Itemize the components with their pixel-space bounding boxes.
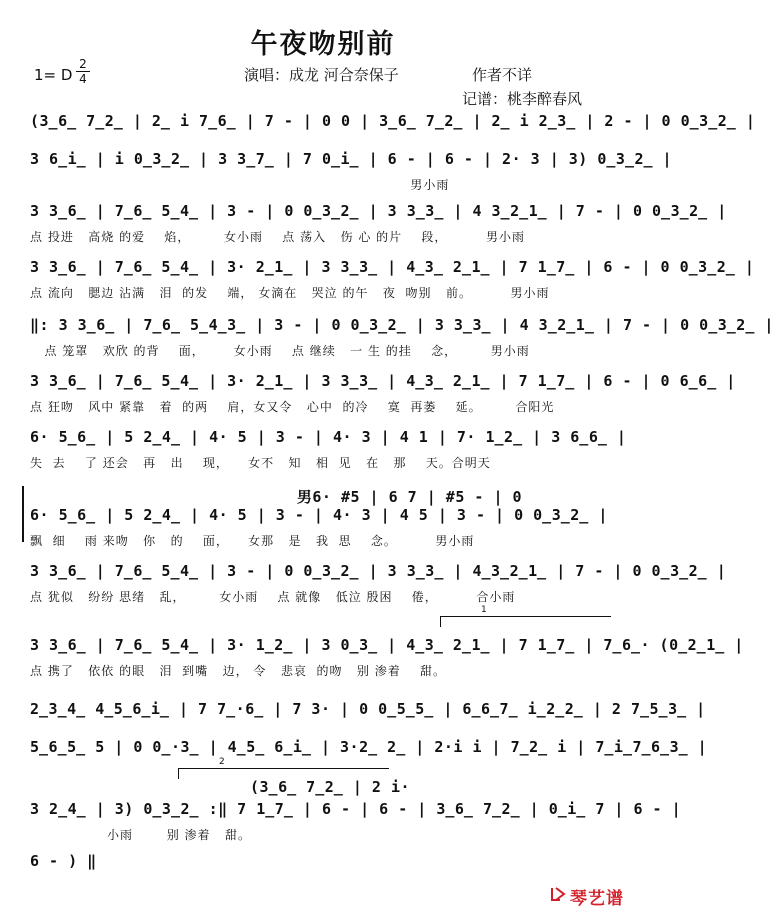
time-signature <box>76 58 90 85</box>
notes-line: 3 3̲6̲ | 7̲6̲ 5̲4̲ | 3· 2̲1̲ | 3 3̲3̲ | 4̲3̲ 2̲1̲ | 7 1̲7̲ | 6 - | 0 6̲6̲ | <box>30 372 736 390</box>
notes-line: 3 2̲4̲ | 3) 0̲3̲2̲ :‖ 7 1̲7̲ | 6 - | 6 - | 3̲6̲ 7̲2̲ | 0̲i̲ 7 | 6 - | <box>30 800 682 818</box>
notes-line: 3 3̲6̲ | 7̲6̲ 5̲4̲ | 3· 2̲1̲ | 3 3̲3̲ | 4̲3̲ 2̲1̲ | 7 1̲7̲ | 6 - | 0 0̲3̲2̲ | <box>30 258 755 276</box>
notes-line: 6· 5̲6̲ | 5 2̲4̲ | 4· 5 | 3 - | 4· 3 | 4 1 | 7· 1̲2̲ | 3 6̲6̲ | <box>30 428 627 446</box>
key-signature: 1= D <box>34 66 73 84</box>
meter-bottom: 4 <box>79 72 87 86</box>
recorder-credit: 记谱：桃李醉春风 <box>462 90 583 108</box>
meter-top: 2 <box>79 57 87 71</box>
notes-line: 6 - ) ‖ <box>30 852 97 870</box>
notes-line: 6· 5̲6̲ | 5 2̲4̲ | 4· 5 | 3 - | 4· 3 | 4 5 | 3 - | 0 0̲3̲2̲ | <box>30 506 608 524</box>
volta-bracket-1 <box>440 605 611 627</box>
qiyipu-logo-icon <box>550 886 566 902</box>
volta-label-1: 1 <box>481 605 487 615</box>
notes-line: (3̲6̲ 7̲2̲ | 2̲ i 7̲6̲ | 7 - | 0 0 | 3̲6̲ 7̲2̲ | 2̲ i 2̲3̲ | 2 - | 0 0̲3̲2̲ | <box>30 112 756 130</box>
notes-line: 2̲3̲4̲ 4̲5̲6̲i̲ | 7 7̲·6̲ | 7 3· | 0 0̲5̲5̲ | 6̲6̲7̲ i̲2̲2̲ | 2 7̲5̲3̲ | <box>30 700 706 718</box>
notes-line: 3 3̲6̲ | 7̲6̲ 5̲4̲ | 3· 1̲2̲ | 3 0̲3̲ | 4̲3̲ 2̲1̲ | 7 1̲7̲ | 7̲6̲· (0̲2̲1̲ | <box>30 636 744 654</box>
system-bracket <box>22 486 28 542</box>
song-title: 午夜吻别前 <box>250 29 396 60</box>
lyrics-line: 男小雨 <box>30 178 450 192</box>
lyrics-line: 小雨 别 渗着 甜。 <box>30 828 251 842</box>
lyrics-line: 点 流向 腮边 沾满 泪 的发 端， 女滴在 哭泣 的午 夜 吻别 前。 男小雨 <box>30 286 550 300</box>
lyrics-line: 飘 细 雨 来吻 你 的 面， 女那 是 我 思 念。 男小雨 <box>30 534 475 548</box>
volta-notes-line: (3̲6̲ 7̲2̲ | 2 i· <box>250 778 411 796</box>
lyrics-line: 失 去 了 还会 再 出 现， 女不 知 相 见 在 那 天。合明天 <box>30 456 491 470</box>
notes-line: 3 3̲6̲ | 7̲6̲ 5̲4̲ | 3 - | 0 0̲3̲2̲ | 3 3̲3̲ | 4 3̲2̲1̲ | 7 - | 0 0̲3̲2̲ | <box>30 202 727 220</box>
lyrics-line: 点 狂吻 风中 紧靠 着 的两 肩，女又令 心中 的冷 寞 再萎 延。 合阳光 <box>30 400 555 414</box>
volta-label-2: 2 <box>219 757 225 767</box>
notes-line: 5̲6̲5̲ 5 | 0 0̲·3̲ | 4̲5̲ 6̲i̲ | 3·2̲ 2̲ | 2·i i | 7̲2̲ i | 7̲i̲7̲6̲3̲ | <box>30 738 708 756</box>
lyrics-line: 点 笼罩 欢欣 的背 面， 女小雨 点 继续 一 生 的挂 念， 男小雨 <box>30 344 530 358</box>
lyrics-line: 点 携了 依依 的眼 泪 到嘴 边， 令 悲哀 的吻 别 渗着 甜。 <box>30 664 446 678</box>
watermark-logo <box>550 884 640 909</box>
composer-credit: 作者不详 <box>472 66 533 84</box>
notes-line: ‖: 3 3̲6̲ | 7̲6̲ 5̲4̲3̲ | 3 - | 0 0̲3̲2̲ | 3 3̲3̲ | 4 3̲2̲1̲ | 7 - | 0 0̲3̲2̲ | <box>30 316 774 334</box>
watermark-text: 琴艺谱 <box>570 889 624 909</box>
notes-line: 男6· #5 | 6 7 | #5 - | 0 <box>30 488 523 506</box>
notes-line: 3 6̲i̲ | i 0̲3̲2̲ | 3 3̲7̲ | 7 0̲i̲ | 6 - | 6 - | 2· 3 | 3) 0̲3̲2̲ | <box>30 150 673 168</box>
lyrics-line: 点 投进 高烧 的爱 焰， 女小雨 点 荡入 伤 心 的片 段， 男小雨 <box>30 230 525 244</box>
singer-credit: 演唱：成龙 河合奈保子 <box>244 66 399 84</box>
notes-line: 3 3̲6̲ | 7̲6̲ 5̲4̲ | 3 - | 0 0̲3̲2̲ | 3 3̲3̲ | 4̲3̲2̲1̲ | 7 - | 0 0̲3̲2̲ | <box>30 562 727 580</box>
lyrics-line: 点 犹似 纷纷 思绪 乱， 女小雨 点 就像 低泣 殷困 倦， 合小雨 <box>30 590 516 604</box>
